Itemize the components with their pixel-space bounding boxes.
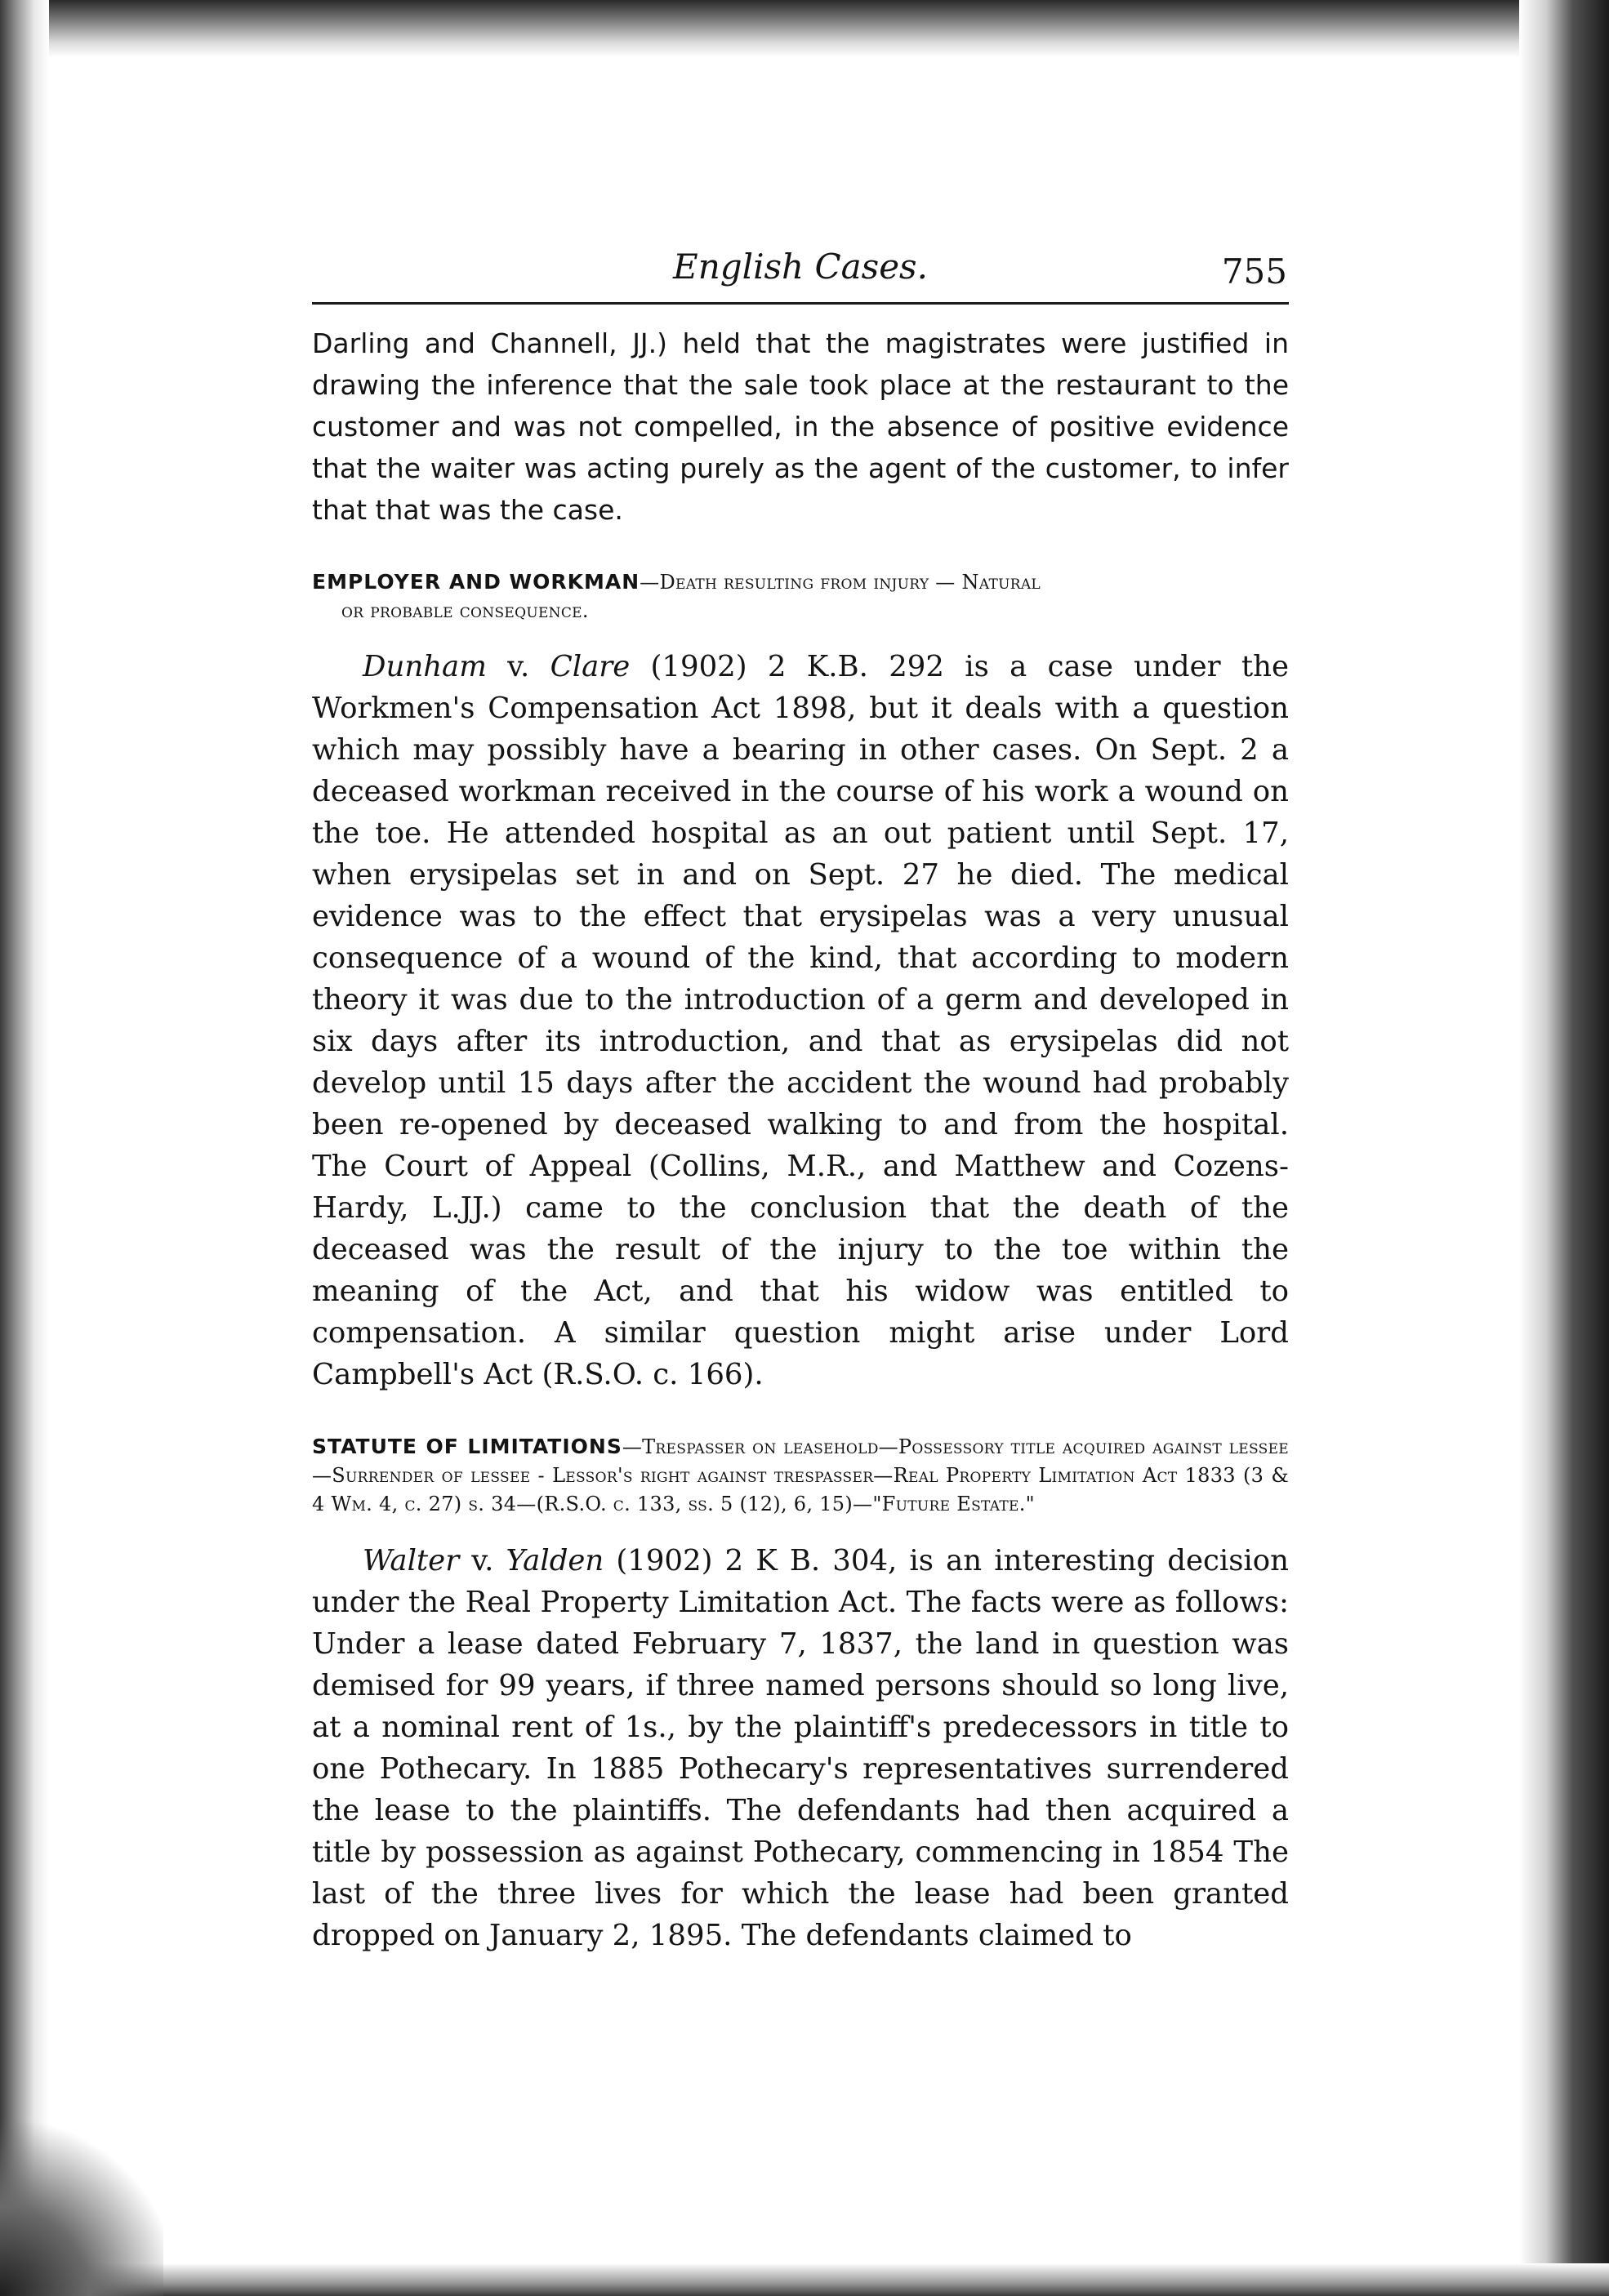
heading-subject: —Death resulting from injury — Natural <box>640 571 1041 594</box>
heading-subject: —Trespasser on leasehold—Possessory title acquired against lessee—Surrender of lessee - Lessor's right against trespasser—Real Property Limitation Act 1833 (3 & 4 Wm. 4, c. 27) s. 34—(R.S.O. c. 133, ss. 5 (12), 6, 15)—"Future Estate." <box>312 1435 1289 1515</box>
paragraph-dunham-v-clare <box>312 646 1289 1395</box>
page-number: 755 <box>1221 251 1287 291</box>
corner-shadow <box>0 2100 163 2296</box>
paragraph-body: (1902) 2 K.B. 292 is a case under the Workmen's Compensation Act 1898, but it deals with a question which may possibly have a bearing in other cases. On Sept. 2 a deceased workman received in the course of his work a wound on the toe. He attended hospital as an out patient until Sept. 17, when erysipelas set in and on Sept. 27 he died. The medical evidence was to the effect that erysipelas was a very unusual consequence of a wound of the kind, that according to modern theory it was due to the introduction of a germ and developed in six days after its introduction, and that as erysipelas did not develop until 15 days after the accident the wound had probably been re-opened by deceased walking to and from the hospital. The Court of Appeal (Collins, M.R., and Matthew and Cozens-Hardy, L.JJ.) came to the conclusion that the death of the deceased was the result of the injury to the toe within the meaning of the Act, and that his widow was entitled to compensation. A similar question might arise under Lord Campbell's Act (R.S.O. c. 166). <box>312 650 1289 1391</box>
case-versus: v. <box>459 1544 506 1577</box>
scan-edge-right <box>1519 0 1609 2296</box>
heading-lead: EMPLOYER AND WORKMAN <box>312 570 640 594</box>
heading-lead: STATUTE OF LIMITATIONS <box>312 1435 622 1458</box>
section-heading-employer-workman <box>312 568 1289 625</box>
book-page <box>312 237 1289 1956</box>
section-heading-statute-limitations <box>312 1433 1289 1519</box>
paragraph-continuation: Darling and Channell, JJ.) held that the magistrates were justified in drawing the inference that the sale took place at the restaurant to the customer and was not compelled, in the absence of positive evidence that the waiter was acting purely as the agent of the customer, to infer that that was the case. <box>312 327 1289 526</box>
case-name-defendant: Yalden <box>506 1544 604 1577</box>
scan-edge-bottom <box>0 2263 1609 2296</box>
case-name-defendant: Clare <box>550 650 631 683</box>
case-name-plaintiff: Dunham <box>363 650 487 683</box>
heading-subject-continued: or probable consequence. <box>341 599 589 622</box>
case-name-plaintiff: Walter <box>363 1544 460 1577</box>
running-head <box>312 237 1289 305</box>
scan-edge-top <box>0 0 1609 57</box>
case-versus: v. <box>486 650 550 683</box>
paragraph-body: (1902) 2 K B. 304, is an interesting decision under the Real Property Limitation Act. The facts were as follows: Under a lease dated February 7, 1837, the land in question was demised for 99 years, if three named persons should so long live, at a nominal rent of 1s., by the plaintiff's predecessors in title to one Pothecary. In 1885 Pothecary's representatives surrendered the lease to the plaintiffs. The defendants had then acquired a title by possession as against Pothecary, commencing in 1854 The last of the three lives for which the lease had been granted dropped on January 2, 1895. The defendants claimed to <box>312 1544 1289 1952</box>
running-title: English Cases. <box>673 247 928 287</box>
paragraph-walter-v-yalden <box>312 1540 1289 1956</box>
scan-edge-left <box>0 0 49 2296</box>
